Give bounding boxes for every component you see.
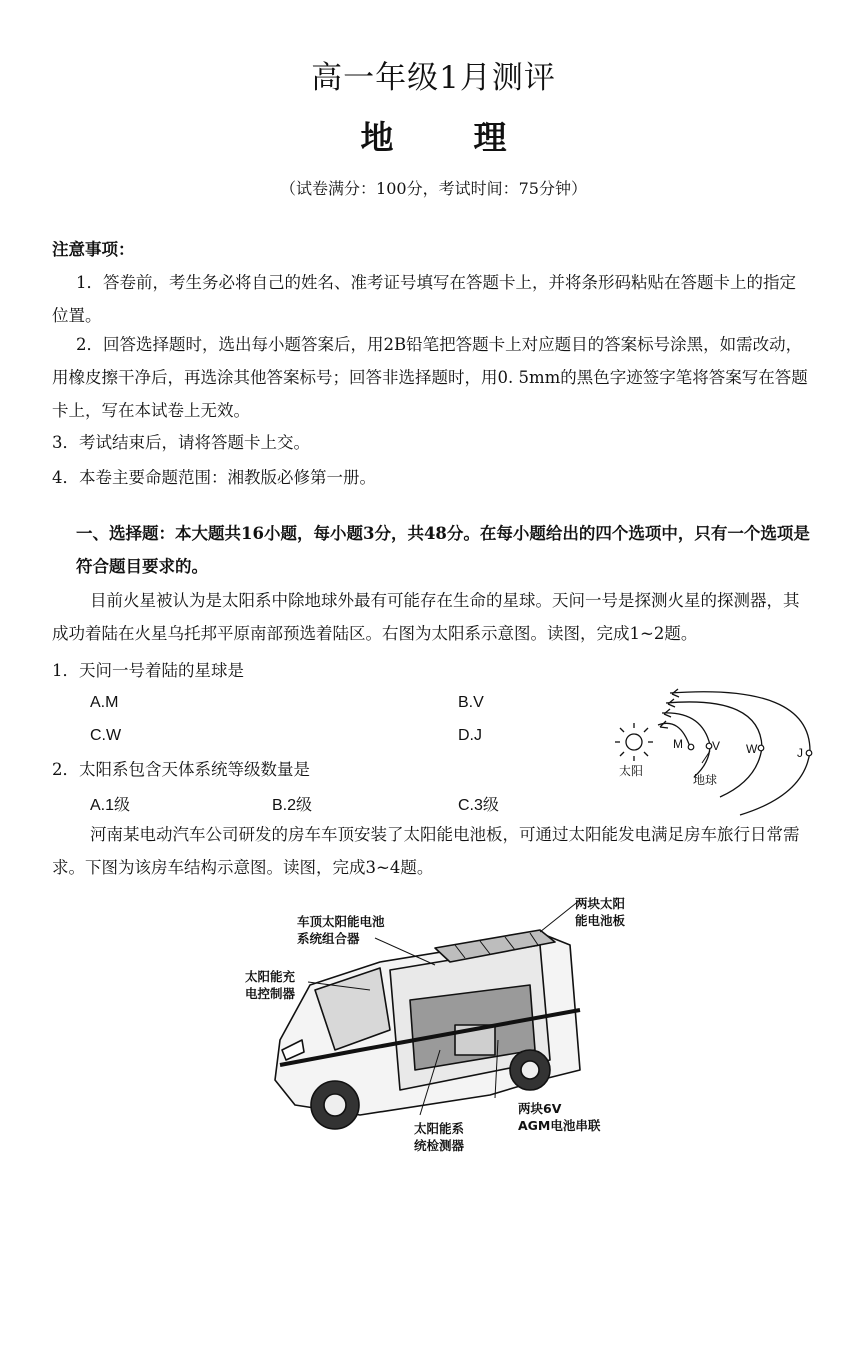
planet-w-dot [758, 745, 764, 751]
subject-title [0, 112, 867, 159]
notice-heading: 注意事项： [52, 240, 135, 259]
label-agm-battery: 两块6V AGM电池串联 [518, 1101, 601, 1133]
q2-option-c: C.3级 [458, 797, 499, 814]
leader-panels [540, 900, 580, 932]
planet-v-label: V [712, 739, 721, 753]
exam-title: 高一年级1月测评 [311, 60, 556, 96]
q1-option-b: B.V [458, 694, 484, 711]
exam-info: （试卷满分：100分，考试时间：75分钟） [280, 179, 587, 198]
subject-char-1: 地 [360, 118, 394, 157]
earth-label: 地球 [693, 773, 718, 787]
planet-m-dot [688, 744, 694, 750]
label-system-detector: 太阳能系 统检测器 [414, 1121, 465, 1153]
notice-item-1: 1．答卷前，考生务必将自己的姓名、准考证号填写在答题卡上，并将条形码粘贴在答题卡上的指定位置。 [52, 273, 796, 325]
sun-icon [626, 734, 642, 750]
planet-m-label: M [673, 737, 683, 751]
section1-heading: 一、选择题：本大题共16小题，每小题3分，共48分。在每小题给出的四个选项中，只有一个选项是符合题目要求的。 [76, 524, 810, 576]
intro-passage-1: 目前火星被认为是太阳系中除地球外最有可能存在生命的星球。天问一号是探测火星的探测器，其成功着陆在火星乌托邦平原南部预选着陆区。右图为太阳系示意图。读图，完成1~2题。 [52, 591, 800, 643]
question-2-stem: 2．太阳系包含天体系统等级数量是 [52, 760, 310, 779]
planet-v-dot [706, 743, 712, 749]
q1-option-a: A.M [90, 694, 119, 711]
planet-j-dot [806, 750, 812, 756]
label-solar-panels: 两块太阳 能电池板 [575, 896, 626, 928]
label-roof-combiner: 车顶太阳能电池 系统组合器 [297, 914, 385, 946]
orbit-4 [670, 692, 810, 815]
notice-item-3: 3．考试结束后，请将答题卡上交。 [52, 433, 310, 452]
q1-option-c: C.W [90, 727, 122, 744]
label-charge-controller: 太阳能充 电控制器 [245, 969, 296, 1001]
planet-j-label: J [797, 746, 803, 760]
notice-item-4: 4．本卷主要命题范围：湘教版必修第一册。 [52, 468, 376, 487]
planet-w-label: W [746, 742, 758, 756]
q1-option-d: D.J [458, 727, 482, 744]
orbit-2 [662, 713, 710, 777]
sun-rays [615, 723, 653, 761]
q2-option-b: B.2级 [272, 797, 313, 814]
intro-passage-2: 河南某电动汽车公司研发的房车车顶安装了太阳能电池板，可通过太阳能发电满足房车旅行日常需求。下图为该房车结构示意图。读图，完成3~4题。 [52, 825, 800, 877]
sun-label: 太阳 [619, 764, 644, 778]
notice-item-2: 2．回答选择题时，选出每小题答案后，用2B铅笔把答题卡上对应题目的答案标号涂黑，如需改动，用橡皮擦干净后，再选涂其他答案标号；回答非选择题时，用0. 5mm的黑色字迹签字笔将答案写在答题卡上，写在本试卷上无效。 [52, 335, 808, 420]
subject-char-2: 理 [473, 118, 507, 157]
q2-option-a: A.1级 [90, 797, 131, 814]
question-1-stem: 1．天问一号着陆的星球是 [52, 661, 244, 680]
